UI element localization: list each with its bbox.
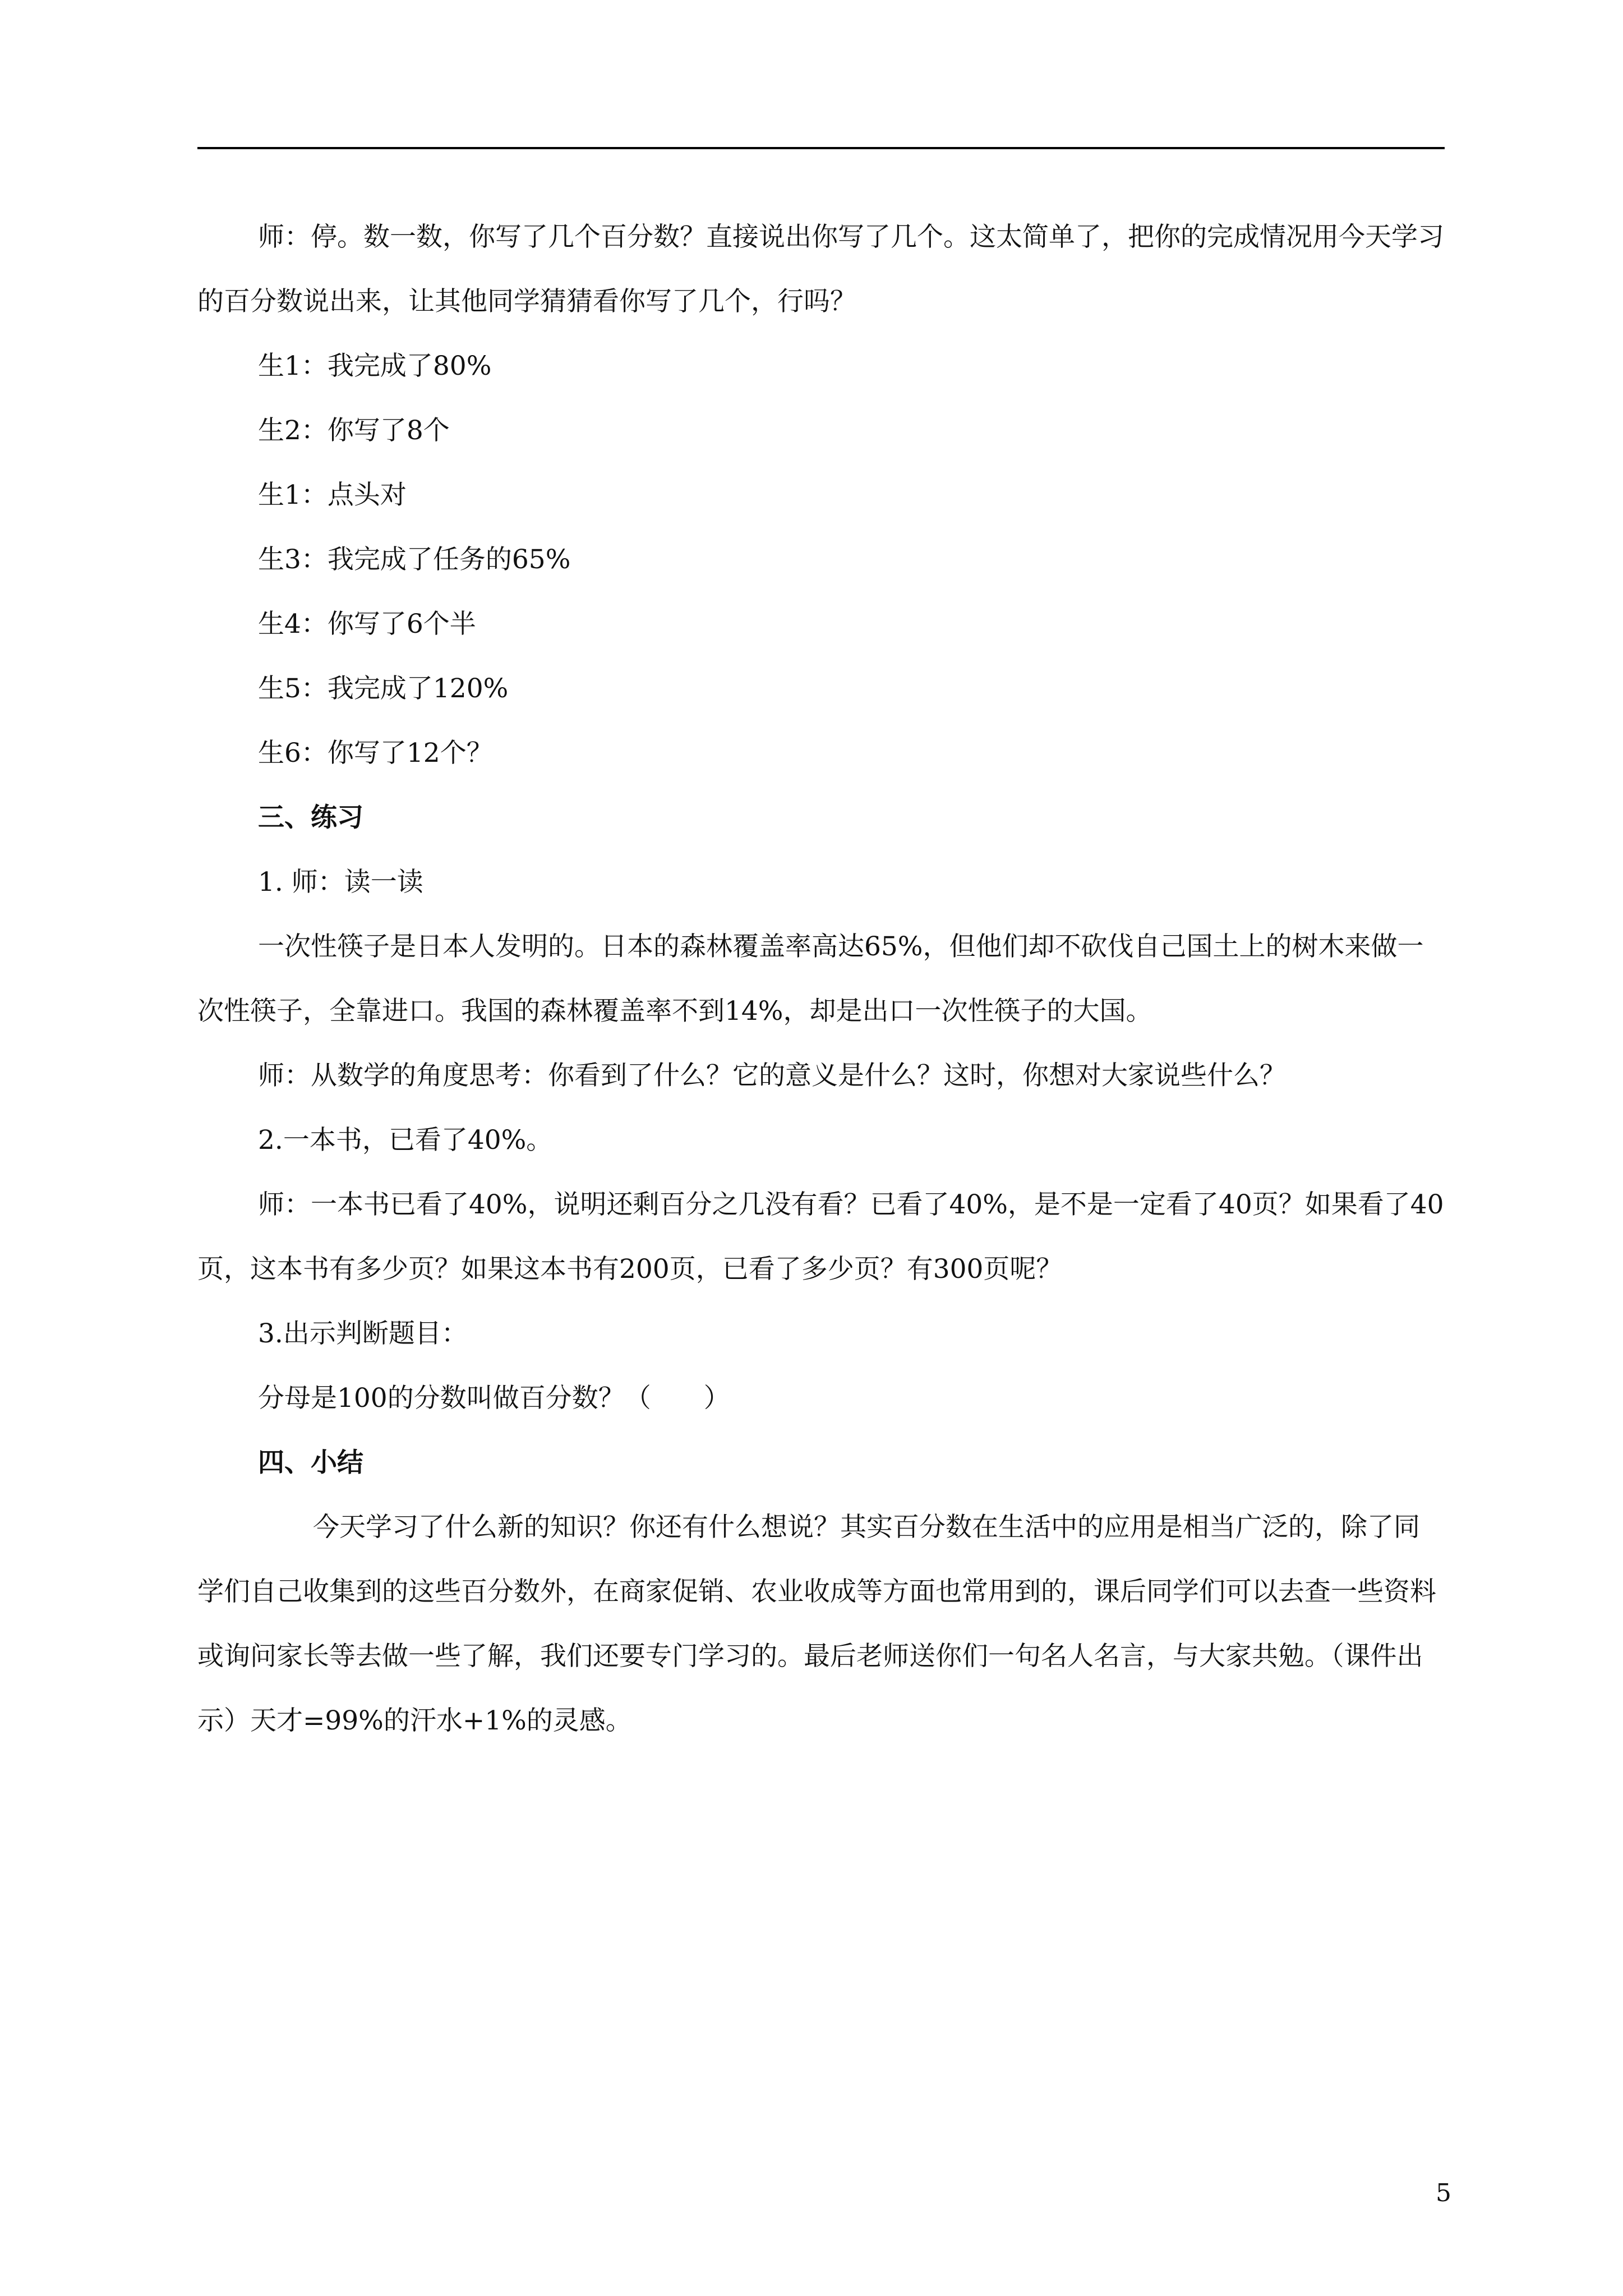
paragraph-student5-answer: 生5：我完成了120%	[258, 673, 509, 704]
paragraph-judgement-question: 分母是100的分数叫做百分数？（ ）	[258, 1383, 730, 1414]
header-rule	[197, 147, 1445, 149]
paragraph-student1-answer: 生1：我完成了80%	[258, 351, 492, 381]
paragraph-exercise-1: 1. 师：读一读	[258, 867, 423, 898]
paragraph-exercise-3: 3.出示判断题目：	[258, 1318, 468, 1349]
paragraph-exercise-2: 2.一本书，已看了40%。	[258, 1125, 553, 1156]
paragraph-teacher-prompt: 师：停。数一数，你写了几个百分数？直接说出你写了几个。这太简单了，把你的完成情况用今天学习的百分数说出来，让其他同学猜猜看你写了几个，行吗？	[197, 222, 1444, 317]
paragraph-student1-confirm: 生1：点头对	[258, 480, 407, 510]
page-number: 5	[1436, 2179, 1451, 2207]
paragraph-teacher-book-question: 师：一本书已看了40%，说明还剩百分之几没有看？已看了40%，是不是一定看了40页？如果看了40页，这本书有多少页？如果这本书有200页，已看了多少页？有300页呢？	[197, 1189, 1444, 1285]
paragraph-student2-answer: 生2：你写了8个	[258, 415, 450, 446]
section-heading-practice: 三、练习	[258, 802, 363, 833]
paragraph-summary: 今天学习了什么新的知识？你还有什么想说？其实百分数在生活中的应用是相当广泛的，除了同学们自己收集到的这些百分数外，在商家促销、农业收成等方面也常用到的，课后同学们可以去查一些资料或询问家长等去做一些了解，我们还要专门学习的。最后老师送你们一句名人名言，与大家共勉。（课件出示）天才=99%的汗水+1%的灵感。	[197, 1512, 1436, 1736]
paragraph-student4-answer: 生4：你写了6个半	[258, 609, 476, 639]
section-heading-summary: 四、小结	[258, 1447, 363, 1478]
paragraph-chopsticks-reading: 一次性筷子是日本人发明的。日本的森林覆盖率高达65%，但他们却不砍伐自己国土上的树木来做一次性筷子，全靠进口。我国的森林覆盖率不到14%，却是出口一次性筷子的大国。	[197, 931, 1424, 1027]
paragraph-teacher-thinking: 师：从数学的角度思考：你看到了什么？它的意义是什么？这时，你想对大家说些什么？	[258, 1060, 1286, 1091]
paragraph-student3-answer: 生3：我完成了任务的65%	[258, 544, 571, 575]
document-body	[197, 205, 1445, 1753]
paragraph-student6-answer: 生6：你写了12个？	[258, 738, 493, 769]
